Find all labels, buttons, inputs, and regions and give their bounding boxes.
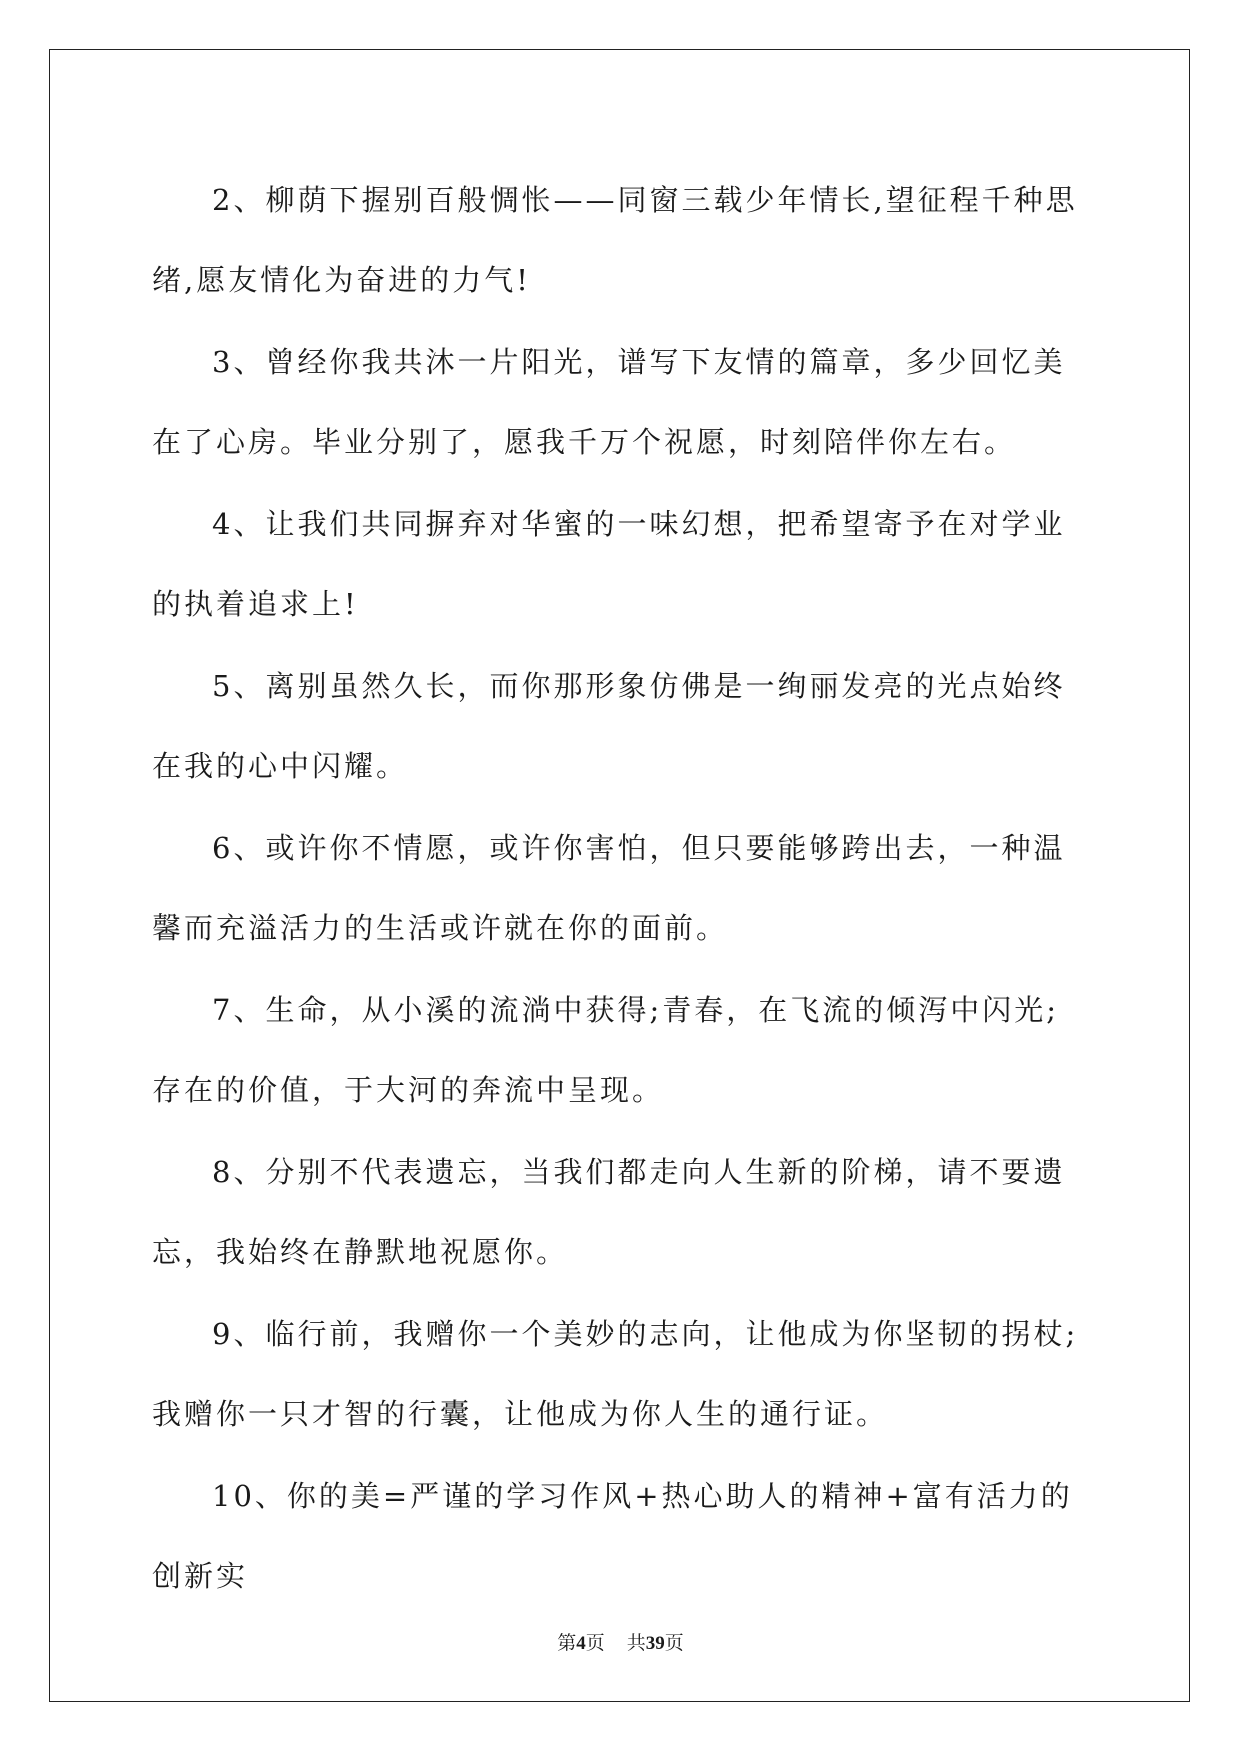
paragraph-7: 7、生命，从小溪的流淌中获得;青春，在飞流的倾泻中闪光;存在的价值，于大河的奔流中呈现。 (152, 993, 1059, 1107)
paragraph-3: 3、曾经你我共沐一片阳光，谱写下友情的篇章，多少回忆美在了心房。毕业分别了，愿我千万个祝愿，时刻陪伴你左右。 (152, 345, 1066, 459)
total-pages-number: 39 (645, 1633, 665, 1654)
current-page-number: 4 (576, 1633, 586, 1654)
paragraph-5: 5、离别虽然久长，而你那形象仿佛是一绚丽发亮的光点始终在我的心中闪耀。 (152, 669, 1066, 783)
footer-prefix: 第 (557, 1633, 577, 1654)
paragraph-10: 10、你的美=严谨的学习作风+热心助人的精神+富有活力的创新实 (152, 1479, 1073, 1593)
document-body (152, 160, 1087, 1618)
paragraph-8: 8、分别不代表遗忘，当我们都走向人生新的阶梯，请不要遗忘，我始终在静默地祝愿你。 (152, 1155, 1066, 1269)
page-footer (0, 1628, 1241, 1655)
footer-page-word: 页 (585, 1633, 605, 1654)
paragraph-9: 9、临行前，我赠你一个美妙的志向，让他成为你坚韧的拐杖;我赠你一只才智的行囊，让他成为你人生的通行证。 (152, 1317, 1079, 1431)
paragraph-2: 2、柳荫下握别百般惆怅——同窗三载少年情长,望征程千种思绪,愿友情化为奋进的力气! (152, 183, 1078, 297)
paragraph-4: 4、让我们共同摒弃对华蜜的一味幻想，把希望寄予在对学业的执着追求上! (152, 507, 1066, 621)
footer-total-prefix: 共 (626, 1633, 646, 1654)
footer-total-suffix: 页 (664, 1633, 684, 1654)
paragraph-6: 6、或许你不情愿，或许你害怕，但只要能够跨出去，一种温馨而充溢活力的生活或许就在你的面前。 (152, 831, 1066, 945)
